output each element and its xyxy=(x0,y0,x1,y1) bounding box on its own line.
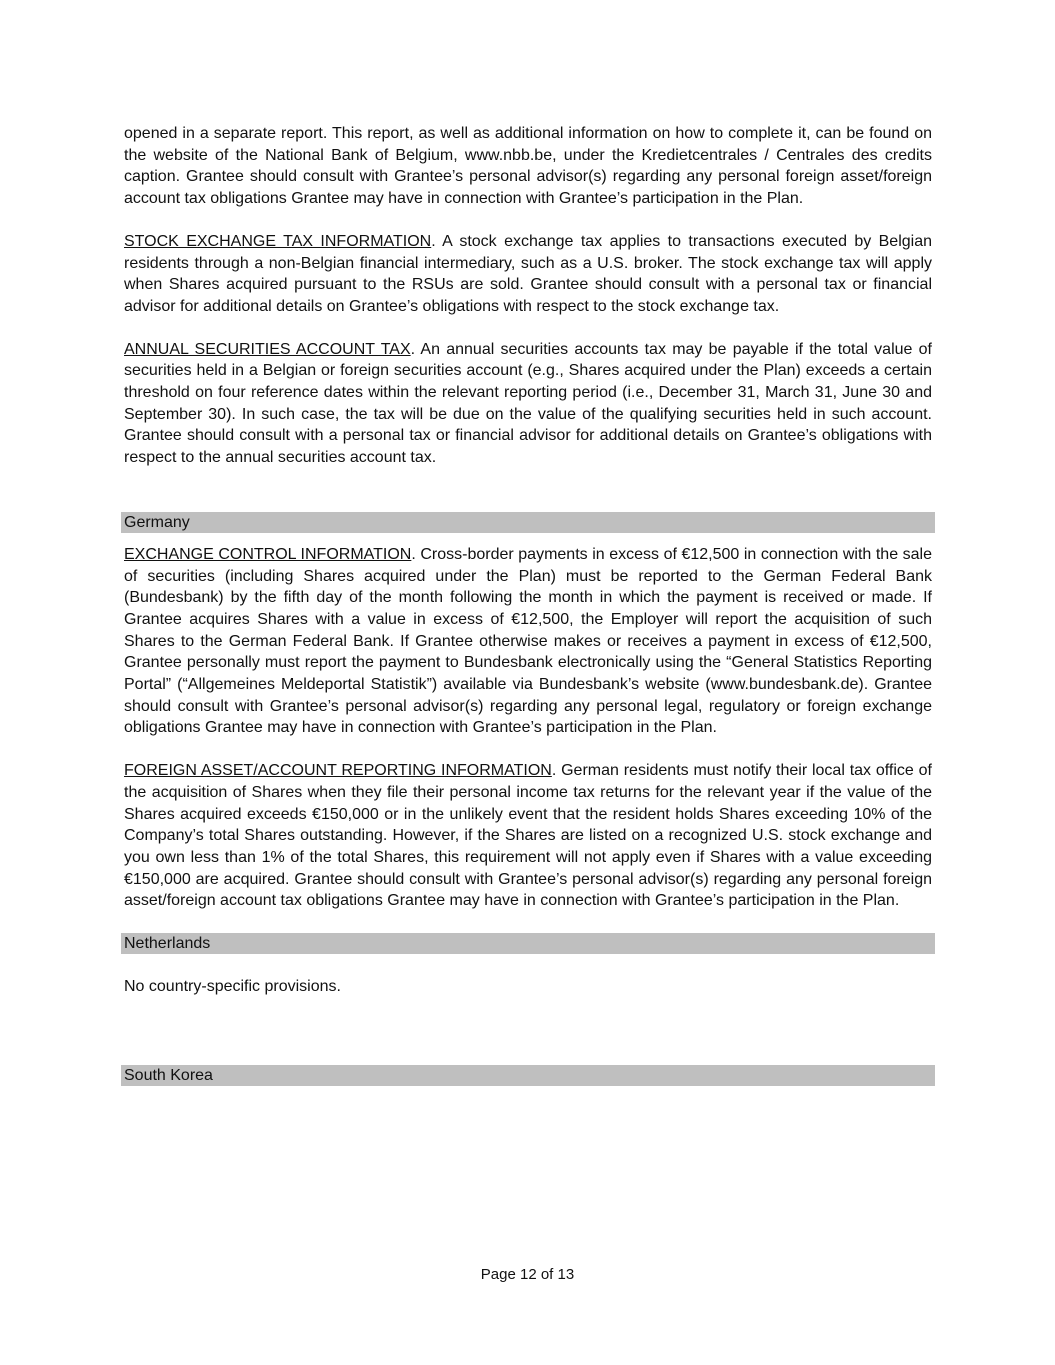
stock-exchange-tax-paragraph xyxy=(124,231,932,318)
country-band-germany: Germany xyxy=(121,512,935,533)
annual-securities-tax-paragraph xyxy=(124,339,932,469)
annual-securities-tax-heading: ANNUAL SECURITIES ACCOUNT TAX xyxy=(124,340,411,358)
country-band-south-korea: South Korea xyxy=(121,1065,935,1086)
netherlands-provisions-text: No country-specific provisions. xyxy=(124,978,341,996)
foreign-asset-reporting-text: . German residents must notify their local tax office of the acquisition of Shares when they file their personal income tax returns for the relevant year if the value of the Shares acquired exceeds €150,000 or in the unlikely event that the resident holds Shares exceeding 10% of the Company’s total Shares outstanding. However, if the Shares are listed on a recognized U.S. stock exchange and you own less than 1% of the total Shares, this requirement will not apply even if Shares with a value exceeding €150,000 are acquired. Grantee should consult with Grantee’s personal advisor(s) regarding any personal foreign asset/foreign account tax obligations Grantee may have in connection with Grantee’s participation in the Plan. xyxy=(124,762,933,910)
annual-securities-tax-text: . An annual securities accounts tax may be payable if the total value of securities held in a Belgian or foreign securities account (e.g., Shares acquired under the Plan) exceeds a certain threshold on four reference dates within the relevant reporting period (i.e., December 31, March 31, June 30 and September 30). In such case, the tax will be due on the value of the qualifying securities held in such account. Grantee should consult with a personal tax or financial advisor for additional details on Grantee’s obligations with respect to the annual securities account tax. xyxy=(124,340,932,467)
exchange-control-text: . Cross-border payments in excess of €12,500 in connection with the sale of securities (including Shares acquired under the Plan) must be reported to the German Federal Bank (Bundesbank) by the fifth day of the month following the month in which the payment is received or made. If Grantee acquires Shares with a value in excess of €12,500, the Employer will report the acquisition of such Shares to the German Federal Bank. If Grantee otherwise makes or receives a payment in excess of €12,500, Grantee personally must report the payment to Bundesbank electronically using the “General Statistics Reporting Portal” (“Allgemeines Meldeportal Statistik”) available via Bundesbank’s website (www.bundesbank.de). Grantee should consult with Grantee’s personal advisor(s) regarding any personal legal, regulatory or foreign exchange obligations Grantee may have in connection with Grantee’s participation in the Plan. xyxy=(124,545,933,737)
stock-exchange-tax-heading: STOCK EXCHANGE TAX INFORMATION xyxy=(124,232,432,250)
page-content xyxy=(124,123,932,1086)
country-band-netherlands: Netherlands xyxy=(121,933,935,954)
exchange-control-heading: EXCHANGE CONTROL INFORMATION xyxy=(124,545,412,563)
foreign-asset-reporting-paragraph xyxy=(124,760,932,912)
stock-exchange-tax-text: . A stock exchange tax applies to transactions executed by Belgian residents through a non-Belgian financial intermediary, such as a U.S. broker. The stock exchange tax will apply when Shares acquired pursuant to the RSUs are sold. Grantee should consult with a personal tax or financial advisor for additional details on Grantee’s obligations with respect to the stock exchange tax. xyxy=(124,232,932,315)
belgium-intro-paragraph: opened in a separate report. This report, as well as additional information on how to complete it, can be found on the website of the National Bank of Belgium, www.nbb.be, under the Kredietcentrales / Centrales des credits caption. Grantee should consult with Grantee’s personal advisor(s) regarding any personal foreign asset/foreign account tax obligations Grantee may have in connection with Grantee’s participation in the Plan. xyxy=(124,125,932,208)
foreign-asset-reporting-heading: FOREIGN ASSET/ACCOUNT REPORTING INFORMATION xyxy=(124,762,552,780)
page-number: Page 12 of 13 xyxy=(480,1266,575,1283)
exchange-control-paragraph xyxy=(124,544,932,739)
